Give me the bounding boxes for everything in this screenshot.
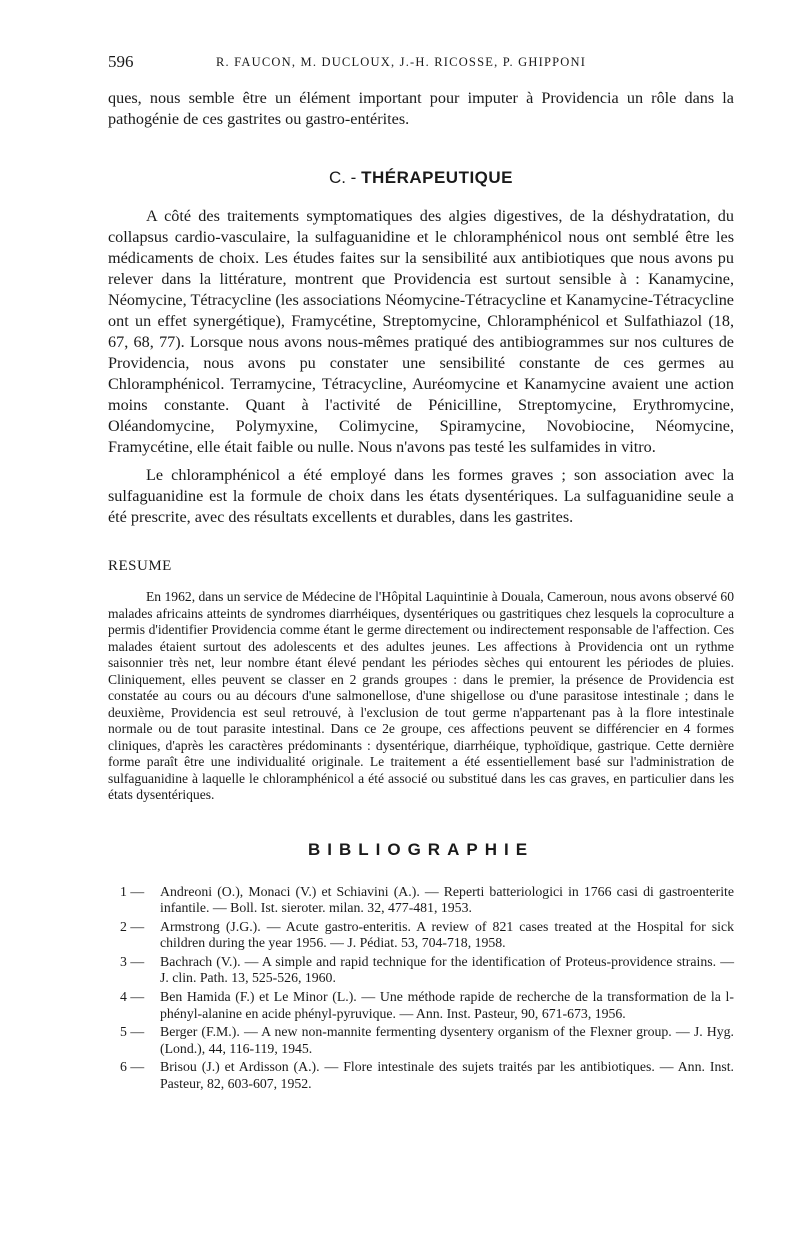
running-head bbox=[108, 48, 734, 74]
section-title bbox=[108, 168, 734, 188]
therapeutique-paragraph-2: Le chloramphénicol a été employé dans les formes graves ; son association avec la sulfaguanidine est la formule de choix dans les états dysentériques. La sulfaguanidine seule a été prescrite, avec des résultats excellents et durables, dans les gastrites. bbox=[108, 466, 734, 526]
reference-item bbox=[108, 1024, 734, 1057]
therapeutique-paragraph-1: A côté des traitements symptomatiques des algies digestives, de la déshydratation, du collapsus cardio-vasculaire, la sulfaguanidine et le chloramphénicol nous ont semblé être les médicaments de choix. Les études faites sur la sensibilité aux antibiotiques que nous avons pu relever dans la littérature, montrent que Providencia est surtout sensible à : Kanamycine, Néomycine, Tétracycline (les associations Néomycine-Tétracycline et Kanamycine-Tétracycline ont un effet synergétique), Framycétine, Streptomycine, Chloramphénicol et Sulfathiazol (18, 67, 68, 77). Lorsque nous avons nous-mêmes pratiqué des antibiogrammes sur nos cultures de Providencia, nous avons pu constater une sensibilité constante de ces germes au Chloramphénicol. Terramycine, Tétracycline, Auréomycine et Kanamycine avaient une action moins constante. Quant à l'activité de Pénicilline, Streptomycine, Erythromycine, Oléandomycine, Polymyxine, Colimycine, Spiramycine, Novobiocine, Néomycine, Framycétine, elle était faible ou nulle. Nous n'avons pas testé les sulfamides in vitro. bbox=[108, 207, 734, 456]
reference-list bbox=[108, 884, 734, 1093]
section-heading: THÉRAPEUTIQUE bbox=[361, 168, 514, 187]
reference-item bbox=[108, 989, 734, 1022]
reference-item bbox=[108, 954, 734, 987]
section-prefix: C. - bbox=[328, 168, 362, 187]
reference-text: Berger (F.M.). — A new non-mannite fermenting dysentery organism of the Flexner group. — J. Hyg. (Lond.), 44, 116-119, 1945. bbox=[160, 1024, 734, 1056]
resume-paragraph: En 1962, dans un service de Médecine de l'Hôpital Laquintinie à Douala, Cameroun, nous avons observé 60 malades africains atteints de syndromes diarrhéiques, dysentériques ou gastritiques chez lesquels la coproculture a permis d'identifier Providencia comme étant le germe directement ou indirectement responsable de l'affection. Ces malades étaient surtout des adolescents et des adultes jeunes. Les affections à Providencia ont un rythme saisonnier très net, leur nombre étant élevé pendant les périodes sèches qui entourent les périodes de pluies. Cliniquement, elles peuvent se classer en 2 grands groupes : dans le premier, la présence de Providencia est constatée au cours ou au décours d'une salmonellose, d'une shigellose ou d'une parasitose intestinale ; dans le deuxième, Providencia est seul retrouvé, à l'exclusion de tout germe n'appartenant pas à la flore intestinale normale ou de tout parasite intestinal. Dans ce 2e groupe, ces affections peuvent se différencier en 4 formes cliniques, d'après les caractères prédominants : dysentérique, diarrhéique, typhoïdique, gastrique. Cette dernière forme paraît être une individualité originale. Le traitement a été essentiellement basé sur l'administration de sulfaguanidine à laquelle le chloramphénicol a été associé ou substitué dans les cas graves, en particulier dans les états dysentériques. bbox=[108, 589, 734, 802]
reference-number: 3 — bbox=[120, 953, 145, 969]
reference-number: 5 — bbox=[120, 1024, 145, 1040]
reference-number: 6 — bbox=[120, 1059, 145, 1075]
reference-number: 1 — bbox=[120, 883, 145, 899]
lead-paragraph: ques, nous semble être un élément important pour imputer à Providencia un rôle dans la pathogénie de ces gastrites ou gastro-entérites. bbox=[108, 89, 734, 128]
page bbox=[108, 48, 734, 1095]
page-number: 596 bbox=[108, 52, 134, 71]
reference-text: Ben Hamida (F.) et Le Minor (L.). — Une méthode rapide de recherche de la transformation de la l-phényl-alanine en acide phényl-pyruvique. — Ann. Inst. Pasteur, 90, 671-673, 1956. bbox=[160, 989, 734, 1021]
reference-number: 2 — bbox=[120, 918, 145, 934]
reference-item bbox=[108, 919, 734, 952]
reference-text: Andreoni (O.), Monaci (V.) et Schiavini (A.). — Reperti batteriologici in 1766 casi di gastroenterite infantile. — Boll. Ist. sieroter. milan. 32, 477-481, 1953. bbox=[160, 883, 734, 916]
reference-item bbox=[108, 884, 734, 917]
bibliography-title: BIBLIOGRAPHIE bbox=[307, 839, 535, 859]
reference-text: Armstrong (J.G.). — Acute gastro-enteritis. A review of 821 cases treated at the Hospital for sick children during the year 1956. — J. Pédiat. 53, 704-718, 1958. bbox=[160, 918, 734, 951]
reference-text: Bachrach (V.). — A simple and rapid technique for the identification of Proteus-providence strains. — J. clin. Path. 13, 525-526, 1960. bbox=[160, 953, 734, 986]
reference-item bbox=[108, 1059, 734, 1092]
reference-number: 4 — bbox=[120, 989, 145, 1005]
reference-text: Brisou (J.) et Ardisson (A.). — Flore intestinale des sujets traités par les antibiotiques. — Ann. Inst. Pasteur, 82, 603-607, 1952. bbox=[160, 1059, 734, 1092]
resume-heading: RESUME bbox=[108, 558, 172, 574]
running-head-authors: R. FAUCON, M. DUCLOUX, J.-H. RICOSSE, P. GHIPPONI bbox=[216, 55, 587, 69]
